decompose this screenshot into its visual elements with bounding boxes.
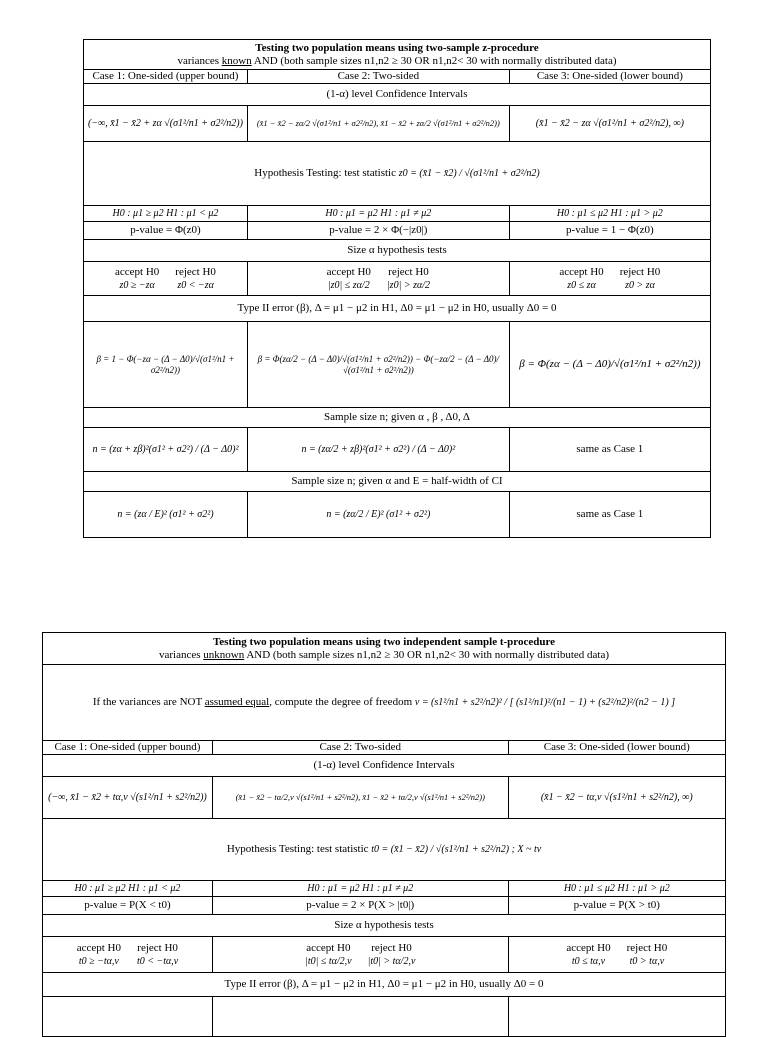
- size-test-case2: accept H0 |t0| ≤ tα/2,νreject H0 |t0| > tα/2,ν: [212, 937, 508, 973]
- pvalue-case3: p-value = 1 − Φ(z0): [509, 222, 710, 240]
- ht-formula: z0 = (x̄1 − x̄2) / √(σ1²/n1 + σ2²/n2): [398, 168, 540, 180]
- ht-formula: t0 = (x̄1 − x̄2) / √(s1²/n1 + s2²/n2) ; X ~ tν: [371, 844, 542, 856]
- pvalue-case2: p-value = 2 × P(X > |t0|): [212, 897, 508, 915]
- ci-heading: (1-α) level Confidence Intervals: [43, 755, 726, 777]
- ci-case3: (x̄1 − x̄2 − zα √(σ1²/n1 + σ2²/n2), ∞): [509, 106, 710, 142]
- table-subtitle: variances unknown AND (both sample sizes n1,n2 ≥ 30 OR n1,n2< 30 with normally distributed data): [158, 648, 610, 661]
- type2-heading: Type II error (β), Δ = μ1 − μ2 in H1, Δ0 = μ1 − μ2 in H0, usually Δ0 = 0: [43, 973, 726, 997]
- sample-size-case2: n = (zα/2 + zβ)²(σ1² + σ2²) / (Δ − Δ0)²: [247, 428, 509, 472]
- sample-size-heading-1: Sample size n; given α , β , Δ0, Δ: [84, 408, 711, 428]
- beta-case3: β = Φ(zα − (Δ − Δ0)/√(σ1²/n1 + σ2²/n2)): [509, 322, 710, 408]
- size-test-case2: accept H0 |z0| ≤ zα/2reject H0 |z0| > zα/2: [247, 262, 509, 296]
- ci-case1: (−∞, x̄1 − x̄2 + tα,ν √(s1²/n1 + s2²/n2)): [43, 777, 213, 819]
- hypotheses-case2: H0 : μ1 = μ2 H1 : μ1 ≠ μ2: [247, 206, 509, 222]
- pvalue-case1: p-value = P(X < t0): [43, 897, 213, 915]
- ht-label: Hypothesis Testing: test statistic: [226, 843, 369, 856]
- hypothesis-statistic-row: [84, 142, 711, 206]
- ci-heading: (1-α) level Confidence Intervals: [84, 84, 711, 106]
- table-title: Testing two population means using two-sample z-procedure: [255, 41, 539, 54]
- pvalue-case2: p-value = 2 × Φ(−|z0|): [247, 222, 509, 240]
- sample-size-case3: same as Case 1: [509, 428, 710, 472]
- case1-header: Case 1: One-sided (upper bound): [43, 741, 213, 755]
- ci-case3: (x̄1 − x̄2 − tα,ν √(s1²/n1 + s2²/n2), ∞): [508, 777, 725, 819]
- beta-case3: [508, 997, 725, 1037]
- ci-case2: (x̄1 − x̄2 − zα/2 √(σ1²/n1 + σ2²/n2), x̄1 − x̄2 + zα/2 √(σ1²/n1 + σ2²/n2)): [247, 106, 509, 142]
- hypotheses-case3: H0 : μ1 ≤ μ2 H1 : μ1 > μ2: [508, 881, 725, 897]
- pvalue-case3: p-value = P(X > t0): [508, 897, 725, 915]
- size-test-case3: accept H0 t0 ≤ tα,νreject H0 t0 > tα,ν: [508, 937, 725, 973]
- hypotheses-case2: H0 : μ1 = μ2 H1 : μ1 ≠ μ2: [212, 881, 508, 897]
- dof-label: If the variances are NOT assumed equal, compute the degree of freedom: [92, 696, 413, 709]
- beta-case1: β = 1 − Φ(−zα − (Δ − Δ0)/√(σ1²/n1 + σ2²/n2)): [84, 322, 248, 408]
- size-heading: Size α hypothesis tests: [43, 915, 726, 937]
- half-width-case1: n = (zα / E)² (σ1² + σ2²): [84, 492, 248, 538]
- hypotheses-case1: H0 : μ1 ≥ μ2 H1 : μ1 < μ2: [84, 206, 248, 222]
- ci-case2: (x̄1 − x̄2 − tα/2,ν √(s1²/n1 + s2²/n2), x̄1 − x̄2 + tα/2,ν √(s1²/n1 + s2²/n2)): [212, 777, 508, 819]
- beta-case2: [212, 997, 508, 1037]
- half-width-case2: n = (zα/2 / E)² (σ1² + σ2²): [247, 492, 509, 538]
- case2-header: Case 2: Two-sided: [212, 741, 508, 755]
- beta-case1: [43, 997, 213, 1037]
- degree-of-freedom-row: [43, 665, 726, 741]
- dof-formula: ν = (s1²/n1 + s2²/n2)² / [ (s1²/n1)²/(n1 − 1) + (s2²/n2)²/(n2 − 1) ]: [414, 697, 676, 709]
- case1-header: Case 1: One-sided (upper bound): [84, 70, 248, 84]
- ht-label: Hypothesis Testing: test statistic: [254, 167, 396, 180]
- type2-heading: Type II error (β), Δ = μ1 − μ2 in H1, Δ0 = μ1 − μ2 in H0, usually Δ0 = 0: [84, 296, 711, 322]
- hypotheses-case3: H0 : μ1 ≤ μ2 H1 : μ1 > μ2: [509, 206, 710, 222]
- hypothesis-statistic-row: [43, 819, 726, 881]
- hypotheses-case1: H0 : μ1 ≥ μ2 H1 : μ1 < μ2: [43, 881, 213, 897]
- half-width-case3: same as Case 1: [509, 492, 710, 538]
- size-test-case1: accept H0 t0 ≥ −tα,νreject H0 t0 < −tα,ν: [43, 937, 213, 973]
- case2-header: Case 2: Two-sided: [247, 70, 509, 84]
- ci-case1: (−∞, x̄1 − x̄2 + zα √(σ1²/n1 + σ2²/n2)): [84, 106, 248, 142]
- sample-size-case1: n = (zα + zβ)²(σ1² + σ2²) / (Δ − Δ0)²: [84, 428, 248, 472]
- table-subtitle: variances known AND (both sample sizes n1,n2 ≥ 30 OR n1,n2< 30 with normally distributed data): [177, 54, 617, 67]
- size-test-case3: accept H0 z0 ≤ zαreject H0 z0 > zα: [509, 262, 710, 296]
- pvalue-case1: p-value = Φ(z0): [84, 222, 248, 240]
- beta-case2: β = Φ(zα/2 − (Δ − Δ0)/√(σ1²/n1 + σ2²/n2)) − Φ(−zα/2 − (Δ − Δ0)/√(σ1²/n1 + σ2²/n2)): [247, 322, 509, 408]
- z-procedure-table: [83, 39, 711, 538]
- size-heading: Size α hypothesis tests: [84, 240, 711, 262]
- table-header: [43, 633, 726, 665]
- case3-header: Case 3: One-sided (lower bound): [509, 70, 710, 84]
- sample-size-heading-2: Sample size n; given α and E = half-width of CI: [84, 472, 711, 492]
- case3-header: Case 3: One-sided (lower bound): [508, 741, 725, 755]
- size-test-case1: accept H0 z0 ≥ −zαreject H0 z0 < −zα: [84, 262, 248, 296]
- table-title: Testing two population means using two independent sample t-procedure: [212, 635, 556, 648]
- table-header: [84, 40, 711, 70]
- t-procedure-table: [42, 632, 726, 1037]
